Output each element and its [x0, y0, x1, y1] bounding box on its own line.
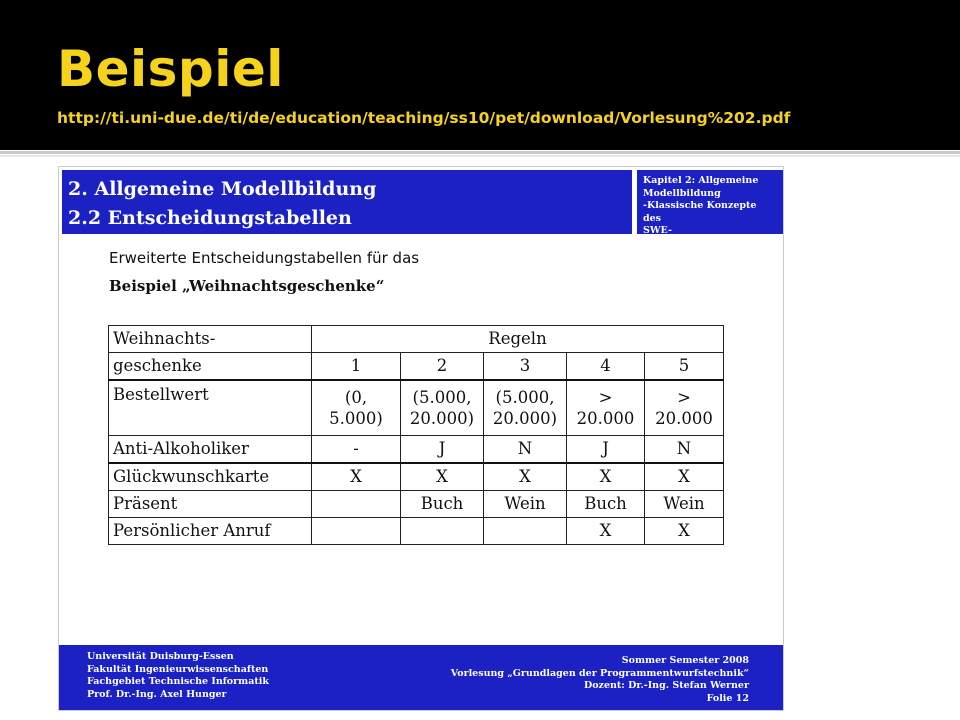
- table-cell: Wein: [645, 491, 724, 518]
- footer-line: Fakultät Ingenieurwissenschaften: [87, 663, 269, 675]
- table-row: [109, 463, 724, 491]
- table-cell: X: [567, 463, 645, 491]
- rule-number: 5: [645, 353, 724, 381]
- rule-number: 3: [484, 353, 567, 381]
- decision-table: [108, 325, 724, 545]
- rule-number: 1: [312, 353, 401, 381]
- table-cell: Wein: [484, 491, 567, 518]
- action-label: Präsent: [109, 491, 312, 518]
- table-cell: Buch: [401, 491, 484, 518]
- divider-line-light: [0, 155, 960, 157]
- intro-text: Erweiterte Entscheidungstabellen für das: [109, 249, 420, 267]
- slide-header: [59, 167, 783, 235]
- chapter-line: Kapitel 2: Allgemeine: [643, 175, 759, 186]
- footer-line: Sommer Semester 2008: [621, 655, 749, 666]
- table-cell: N: [484, 436, 567, 464]
- table-cell: (5.000, 20.000): [484, 380, 567, 436]
- chapter-line: Modellbildung: [643, 187, 721, 199]
- action-label: Glückwunschkarte: [109, 463, 312, 491]
- slide-footer: [59, 645, 783, 710]
- slide-title-box: [62, 170, 632, 234]
- rule-number: 4: [567, 353, 645, 381]
- table-cell: [312, 518, 401, 545]
- chapter-info-box: [637, 170, 783, 234]
- table-cell: -: [312, 436, 401, 464]
- embedded-slide: [58, 166, 784, 711]
- source-url: http://ti.uni-due.de/ti/de/education/teaching/ss10/pet/download/Vorlesung%202.pdf: [57, 109, 791, 127]
- table-row: [109, 380, 724, 436]
- table-cell: [484, 518, 567, 545]
- table-row: [109, 491, 724, 518]
- footer-line: Fachgebiet Technische Informatik: [87, 676, 269, 687]
- action-label: Persönlicher Anruf: [109, 518, 312, 545]
- slide-heading-chapter: 2. Allgemeine Modellbildung: [68, 178, 377, 200]
- table-cell: > 20.000: [645, 380, 724, 436]
- table-header-label-cont: geschenke: [109, 353, 312, 381]
- table-row: [109, 436, 724, 464]
- table-cell: J: [401, 436, 484, 464]
- footer-line: Folie 12: [706, 692, 749, 704]
- table-cell: [312, 491, 401, 518]
- condition-label: Bestellwert: [109, 380, 312, 436]
- footer-lecture-info: [451, 655, 749, 705]
- rule-number-row: [109, 353, 724, 381]
- footer-line: Prof. Dr.-Ing. Axel Hunger: [87, 688, 227, 700]
- table-cell: > 20.000: [567, 380, 645, 436]
- table-cell: (5.000, 20.000): [401, 380, 484, 436]
- title-bar: [0, 0, 960, 150]
- table-cell: X: [645, 463, 724, 491]
- footer-line: Universität Duisburg-Essen: [87, 651, 234, 662]
- footer-line: Vorlesung „Grundlagen der Programmentwurfstechnik“: [450, 667, 749, 679]
- table-cell: [401, 518, 484, 545]
- table-cell: (0, 5.000): [312, 380, 401, 436]
- divider-line: [0, 151, 960, 154]
- page-title: Beispiel: [57, 40, 284, 98]
- table-cell: X: [645, 518, 724, 545]
- table-cell: X: [401, 463, 484, 491]
- rules-header: Regeln: [312, 326, 724, 353]
- table-header-label: Weihnachts-: [109, 326, 312, 353]
- slide-heading-section: 2.2 Entscheidungstabellen: [68, 207, 352, 229]
- table-header-row: [109, 326, 724, 353]
- table-cell: Buch: [567, 491, 645, 518]
- table-cell: X: [567, 518, 645, 545]
- table-row: [109, 518, 724, 545]
- rule-number: 2: [401, 353, 484, 381]
- footer-institution: [87, 651, 269, 701]
- example-title: Beispiel „Weihnachtsgeschenke“: [109, 277, 385, 295]
- footer-line: Dozent: Dr.-Ing. Stefan Werner: [583, 680, 749, 691]
- chapter-line: -Klassische Konzepte des: [643, 200, 757, 224]
- table-cell: X: [312, 463, 401, 491]
- chapter-line: SWE-: [643, 225, 672, 236]
- condition-label: Anti-Alkoholiker: [109, 436, 312, 464]
- table-cell: J: [567, 436, 645, 464]
- table-cell: N: [645, 436, 724, 464]
- table-cell: X: [484, 463, 567, 491]
